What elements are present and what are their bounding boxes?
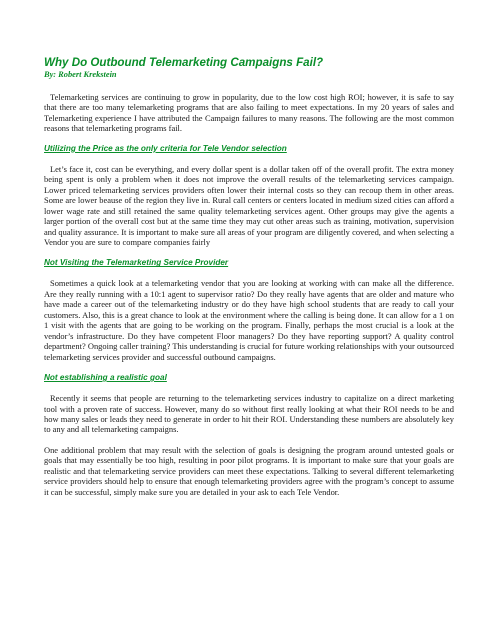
article-byline: By: Robert Krekstein xyxy=(44,70,117,79)
section-paragraph-price: Let’s face it, cost can be everything, and every dollar spent is a dollar taken off of the overall profit. The extra money being spent is only a problem when it does not improve the overall results of the telemarketing services campaign. Lower priced telemarketing services providers often lower their internal costs so they can recoup them in other areas. Some are lower beause of the region they live in. Rural call centers or centers located in medium sized cities can afford a lower wage rate and still retained the same quality telemarketing services agent. Other groups may give the agents a larger portion of the overall cost but at the same time they may cut other areas such as training, motivation, supervision and quality assurance. It is important to make sure all areas of your program are diligently covered, and when selecting a Vendor you are sure to compare companies fairly xyxy=(44,163,454,247)
section-paragraph-goal-1: Recently it seems that people are returning to the telemarketing services industry to capitalize on a direct marketing tool with a proven rate of success. However, many do so without first really looking at what their ROI needs to be and how many sales or leads they need to generate in order to hit their ROI. Understanding these numbers are absolutely key to any and all telemarketing campaigns. xyxy=(44,393,454,435)
intro-paragraph: Telemarketing services are continuing to grow in popularity, due to the low cost high ROI; however, it is safe to say that there are too many telemarketing programs that are also failing to meet expectations. In my 20 years of sales and Telemarketing experience I have attributed the Campaign failures to many reasons. The following are the most common reasons that telemarketing programs fail. xyxy=(44,92,454,134)
section-heading-price: Utilizing the Price as the only criteria for Tele Vendor selection xyxy=(44,143,287,153)
section-heading-goal: Not establishing a realistic goal xyxy=(44,373,167,383)
section-paragraph-goal-2: One additional problem that may result with the selection of goals is designing the program around untested goals or goals that may essentially be too high, resulting in poor pilot programs. It is important to make sure that your goals are realistic and that telemarketing service providers can meet these expectations. Talking to several different telemarketing service providers should help to ensure that enough telemarketing providers agree with the program’s concept to assume it can be successful, simply make sure you are detailed in your ask to each Tele Vendor. xyxy=(44,444,454,497)
article-title: Why Do Outbound Telemarketing Campaigns Fail? xyxy=(44,56,324,69)
article xyxy=(44,56,454,497)
section-paragraph-visiting: Sometimes a quick look at a telemarketing vendor that you are looking at working with can make all the difference. Are they really running with a 10:1 agent to supervisor ratio? Do they really have agents that are older and mature who have made a career out of the telemarketing industry or do they have high school students that are ready to call your customers. Also, this is a great chance to look at the environment where the calling is being done. It can allow for a 1 on 1 visit with the agents that are going to be working on the program. Finally, perhaps the most crucial is a look at the vendor’s infrastructure. Do they have competent Floor managers? Do they have reporting support? A quality control department? Ongoing caller training? This understanding is crucial for future working relationships with your outsourced telemarketing services provider and successful outbound campaigns. xyxy=(44,278,454,362)
section-heading-visiting: Not Visiting the Telemarketing Service Provider xyxy=(44,258,229,268)
